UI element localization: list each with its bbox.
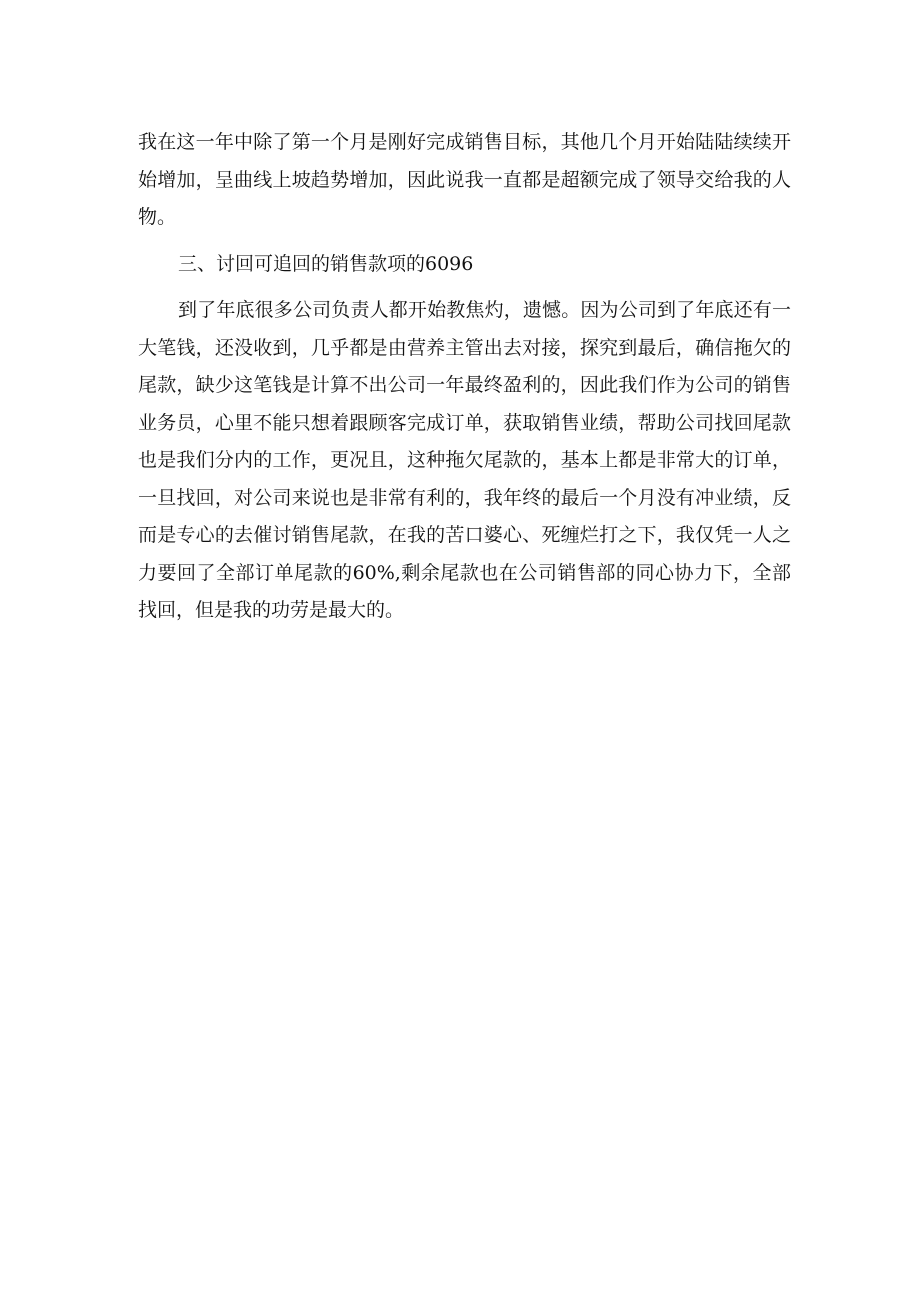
section-heading-collection: 三、讨回可追回的销售款项的6096 [178,252,474,275]
document-body [138,124,791,630]
paragraph-sales-growth: 我在这一年中除了第一个月是刚好完成销售目标，其他几个月开始陆陆续续开始增加，呈曲线上坡趋势增加，因此说我一直都是超额完成了领导交给我的人物。 [138,131,791,228]
paragraph-collection-details: 到了年底很多公司负责人都开始教焦灼，遗憾。因为公司到了年底还有一大笔钱，还没收到，几乎都是由营养主管出去对接，探究到最后，确信拖欠的尾款，缺少这笔钱是计算不出公司一年最终盈利的，因此我们作为公司的销售业务员，心里不能只想着跟顾客完成订单，获取销售业绩，帮助公司找回尾款也是我们分内的工作，更况且，这种拖欠尾款的，基本上都是非常大的订单，一旦找回，对公司来说也是非常有利的，我年终的最后一个月没有冲业绩，反而是专心的去催讨销售尾款，在我的苦口婆心、死缠烂打之下，我仅凭一人之力要回了全部订单尾款的60%,剩余尾款也在公司销售部的同心协力下，全部找回，但是我的功劳是最大的。 [138,299,791,621]
